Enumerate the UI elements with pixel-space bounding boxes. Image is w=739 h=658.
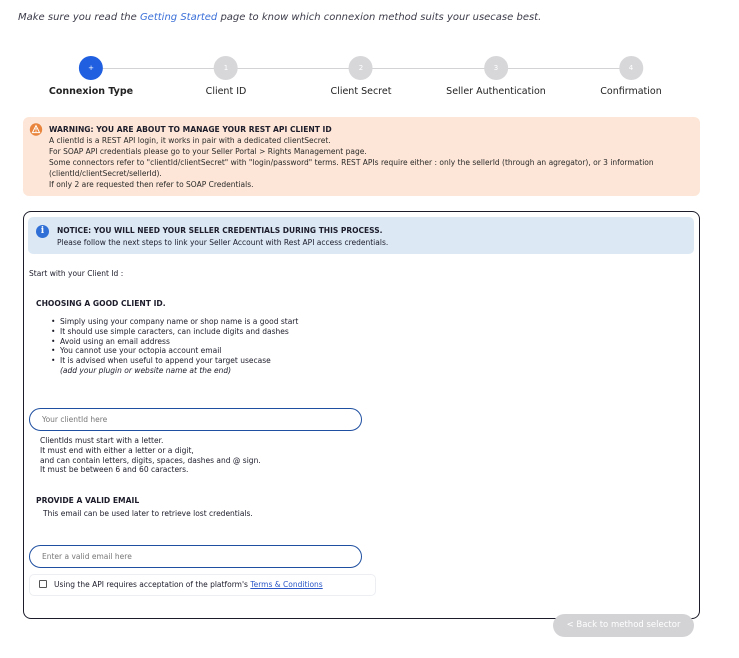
notice-text: Please follow the next steps to link your Seller Account with Rest API access credentials. [57,238,389,247]
step-marker: 4 [619,56,643,80]
warning-line: For SOAP API credentials please go to your Seller Portal > Rights Management page. [49,147,367,156]
step-confirmation [600,56,661,97]
email-section-title: PROVIDE A VALID EMAIL [36,496,140,505]
list-item: • You cannot use your octopia account email [60,346,298,356]
list-item: • Avoid using an email address [60,337,298,347]
step-connexion-type [49,56,133,97]
intro-text [18,12,541,23]
step-client-secret [331,56,392,97]
warning-icon [29,123,43,136]
help-line: It must end with either a letter or a digit, [40,445,194,455]
warning-banner [23,117,700,196]
step-marker: 3 [484,56,508,80]
terms-checkbox[interactable] [39,580,47,588]
step-label: Connexion Type [48,86,134,97]
step-client-id [206,56,247,97]
warning-title: WARNING: YOU ARE ABOUT TO MANAGE YOUR REST API CLIENT ID [49,125,332,134]
warning-line: (clientId/clientSecret/sellerId). [49,169,162,178]
start-instruction: Start with your Client Id : [29,269,124,278]
notice-banner [28,217,694,254]
warning-line: Some connectors refer to "clientId/clientSecret" with "login/password" terms. REST APIs require either : only the sellerId (through an agregator), or 3 information [49,158,654,167]
choose-client-id-title: CHOOSING A GOOD CLIENT ID. [36,299,166,308]
back-to-method-selector-button[interactable]: < Back to method selector [553,614,694,637]
progress-stepper [30,56,700,100]
clientid-help [40,436,261,475]
clientid-input[interactable] [29,408,362,431]
intro-text-after: page to know which connexion method suits your usecase best. [217,12,542,23]
email-input[interactable] [29,545,362,568]
email-description: This email can be used later to retrieve lost credentials. [43,509,253,518]
list-item: • Simply using your company name or shop name is a good start [60,317,298,327]
rule-sub-note: (add your plugin or website name at the end) [60,365,232,375]
step-label: Client ID [205,86,247,97]
step-marker: 1 [214,56,238,80]
step-label: Seller Authentication [446,86,546,97]
step-marker: + [79,56,103,80]
client-id-rules-list [60,317,298,376]
help-line: ClientIds must start with a letter. [40,436,164,445]
step-label: Client Secret [330,86,392,97]
step-marker: 2 [349,56,373,80]
step-label: Confirmation [600,86,662,97]
terms-text: Using the API requires acceptation of the platform's [54,580,251,589]
intro-text-before: Make sure you read the [18,12,140,23]
notice-title: NOTICE: YOU WILL NEED YOUR SELLER CREDENTIALS DURING THIS PROCESS. [57,226,383,235]
client-id-form-panel [23,211,700,619]
help-line: and can contain letters, digits, spaces, dashes and @ sign. [40,455,261,465]
list-item: • It should use simple caracters, can include digits and dashes [60,327,298,337]
terms-acceptance [29,574,376,596]
warning-line: If only 2 are requested then refer to SOAP Credentials. [49,180,254,189]
terms-link[interactable]: Terms & Conditions [250,580,323,589]
step-seller-authentication [446,56,546,97]
list-item: • It is advised when useful to append your target usecase [60,356,298,366]
help-line: It must be between 6 and 60 caracters. [40,465,189,475]
getting-started-link[interactable]: Getting Started [139,12,218,23]
info-icon: i [36,225,49,238]
warning-line: A clientId is a REST API login, it works in pair with a dedicated clientSecret. [49,136,331,145]
